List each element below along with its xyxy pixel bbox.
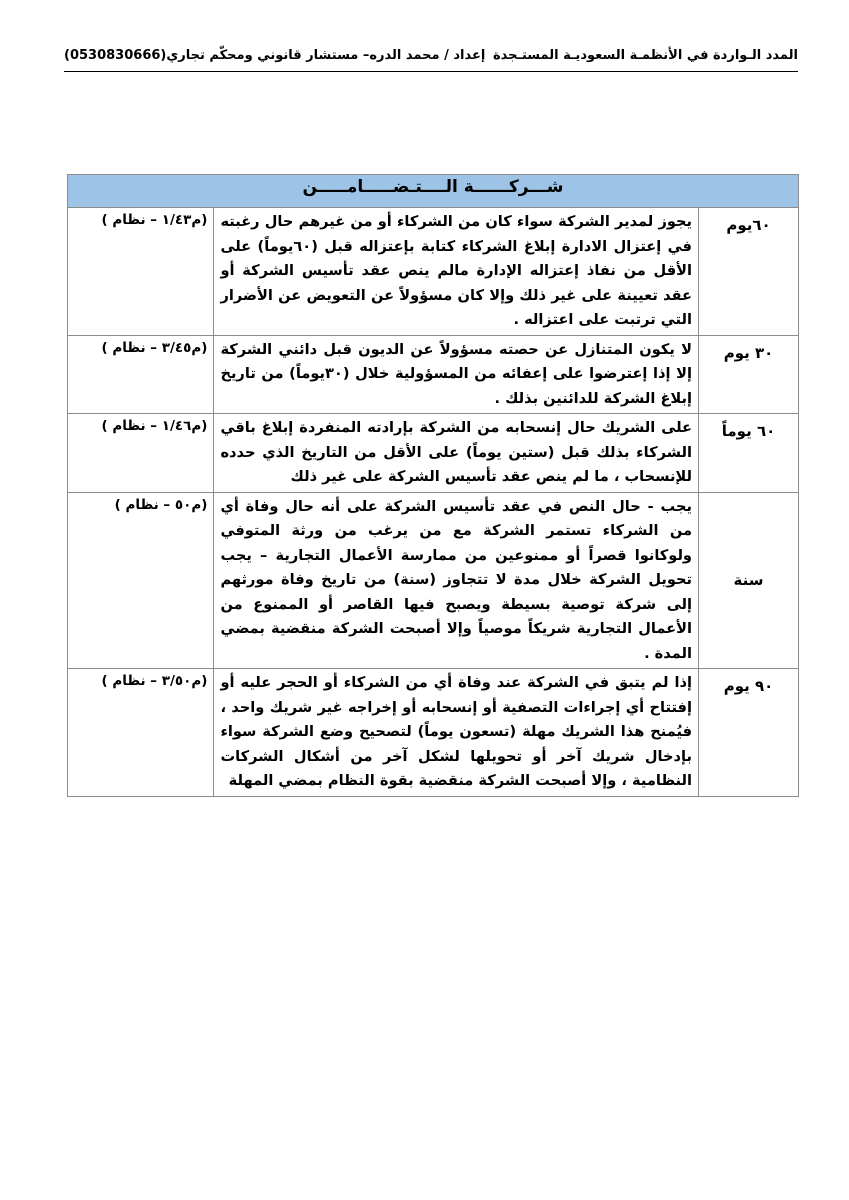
table-title-row	[68, 175, 799, 208]
provision-text: يجوز لمدير الشركة سواء كان من الشركاء أو من غيرهم حال رغبته في إعتزال الادارة إبلاغ الشركاء كتابة بإعتزاله قبل (٦٠يوماً) على الأقل من نفاذ إعتزاله الإدارة مالم ينص عقد تأسيس الشركة أو عقد تعيينة على غير ذلك وإلا كان مسؤولاً عن التعويض عن الأضرار التي ترتبت على اعتزاله .	[214, 208, 699, 336]
page-header	[64, 44, 798, 70]
header-divider	[64, 71, 798, 72]
provision-text: يجب - حال النص في عقد تأسيس الشركة على أنه حال وفاة أي من الشركاء تستمر الشركة مع من يرغب من ورثة المتوفي ولوكانوا قصراً أو ممنوعين من ممارسة الأعمال التجارية – يجب تحويل الشركة خلال مدة لا تتجاوز (سنة) من تاريخ وفاة مورثهم إلى شركة توصية بسيطة ويصبح فيها القاصر أو الممنوع من الأعمال التجارية شريكاً موصياً وإلا أصبحت الشركة منقضية بمضي المدة .	[214, 492, 699, 669]
duration-cell: ٦٠ يوماً	[699, 414, 799, 493]
article-reference: (م٥٠ – نظام )	[68, 492, 214, 669]
provision-text: إذا لم يتبق في الشركة عند وفاة أي من الشركاء أو الحجر عليه أو إفتتاح أي إجراءات التصفية أو إنسحابه أو إخراجه غير شريك واحد ، فيُمنح هذا الشريك مهلة (تسعون يوماً) لتصحيح وضع الشركة سواء بإدخال شريك آخر أو تحويلها لشكل آخر من أشكال الشركات النظامية ، وإلا أصبحت الشركة منقضية بقوة النظام بمضي المهلة	[214, 669, 699, 797]
document-title: المدد الـواردة في الأنظمـة السعوديـة المستـجدة	[493, 48, 798, 63]
duration-cell: سنة	[699, 492, 799, 669]
provision-text: لا يكون المتنازل عن حصته مسؤولاً عن الديون قبل دائني الشركة إلا إذا إعترضوا على إعفائه من المسؤولية خلال (٣٠يوماً) من تاريخ إبلاغ الشركة للدائنين بذلك .	[214, 335, 699, 414]
duration-cell: ٦٠يوم	[699, 208, 799, 336]
provision-text: على الشريك حال إنسحابه من الشركة بإرادته المنفردة إبلاغ باقي الشركاء بذلك قبل (ستين يوماً) على الأقل من التاريخ الذي حدده للإنسحاب ، ما لم ينص عقد تأسيس الشركة على غير ذلك	[214, 414, 699, 493]
table-row	[68, 335, 799, 414]
table-row	[68, 208, 799, 336]
table-title: شـــركــــــة الــــتـضـــــامـــــن	[68, 175, 799, 208]
table-row	[68, 414, 799, 493]
article-reference: (م٣/٥٠ – نظام )	[68, 669, 214, 797]
duration-cell: ٣٠ يوم	[699, 335, 799, 414]
author-credit: إعداد / محمد الدره– مستشار قانوني ومحكّم تجاري(0530830666)	[64, 48, 486, 63]
durations-table	[67, 174, 799, 797]
duration-cell: ٩٠ يوم	[699, 669, 799, 797]
article-reference: (م١/٤٦ – نظام )	[68, 414, 214, 493]
table-row	[68, 669, 799, 797]
article-reference: (م٣/٤٥ – نظام )	[68, 335, 214, 414]
article-reference: (م١/٤٣ – نظام )	[68, 208, 214, 336]
table-row	[68, 492, 799, 669]
